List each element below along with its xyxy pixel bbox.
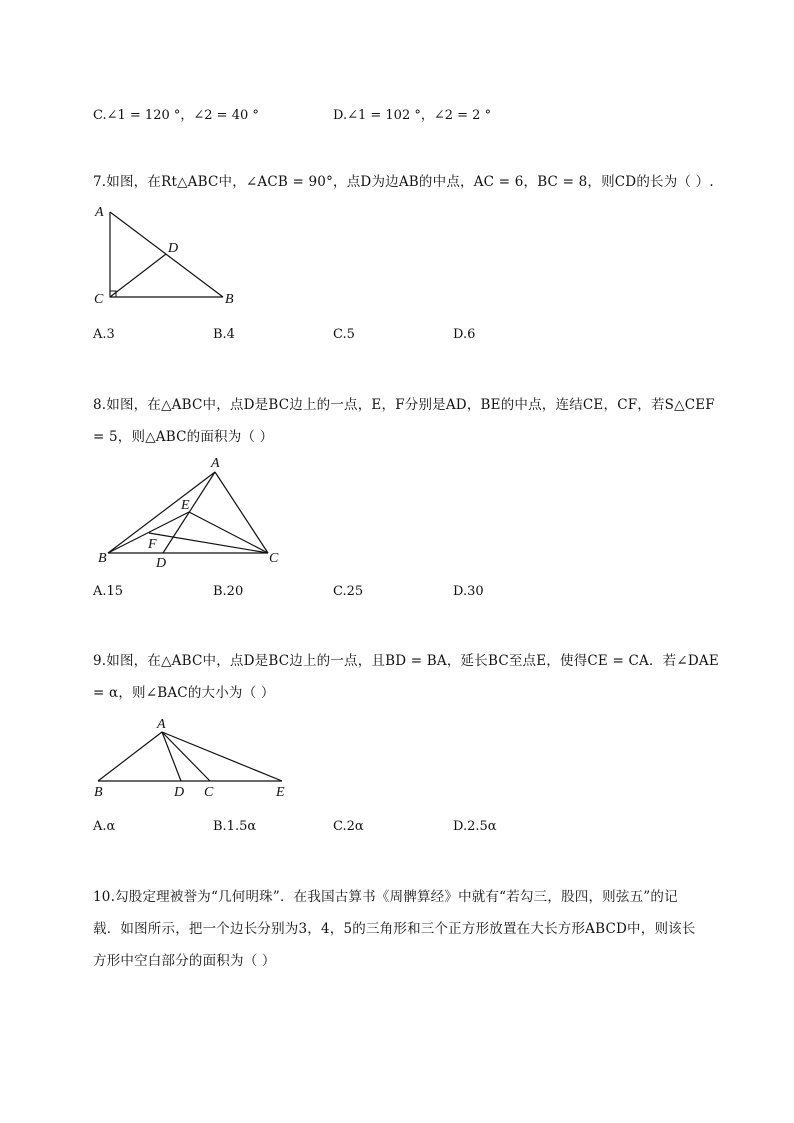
q9-label-a: A bbox=[157, 717, 166, 732]
q9-label-c: C bbox=[204, 785, 214, 800]
q7-label-a: A bbox=[95, 205, 104, 220]
q10-stem-line1: 10.勾股定理被誉为“几何明珠”．在我国古算书《周髀算经》中就有“若勾三，股四，则弦五”的记 bbox=[93, 889, 678, 905]
q9-figure bbox=[90, 713, 300, 803]
q9-stem-line2: = α，则∠BAC的大小为（ ） bbox=[93, 685, 275, 701]
q8-option-a: A.15 bbox=[93, 584, 124, 599]
q9-option-c: C.2α bbox=[333, 819, 364, 834]
q8-stem-line1: 8.如图，在△ABC中，点D是BC边上的一点，E，F分别是AD，BE的中点，连结CE，CF，若S△CEF bbox=[93, 397, 715, 413]
q7-figure bbox=[90, 200, 250, 310]
q7-label-c: C bbox=[94, 292, 104, 307]
q9-option-d: D.2.5α bbox=[453, 819, 497, 834]
q10-stem-line3: 方形中空白部分的面积为（ ） bbox=[93, 953, 276, 969]
q8-label-a: A bbox=[211, 456, 220, 471]
q9-stem-line1: 9.如图，在△ABC中，点D是BC边上的一点，且BD = BA，延长BC至点E，使得CE = CA．若∠DAE bbox=[93, 653, 719, 669]
q8-stem-line2: = 5，则△ABC的面积为（ ） bbox=[93, 429, 274, 445]
q7-option-c: C.5 bbox=[333, 327, 355, 342]
q8-label-c: C bbox=[269, 551, 279, 566]
q7-label-b: B bbox=[225, 292, 234, 307]
q8-figure bbox=[90, 452, 300, 572]
q8-option-b: B.20 bbox=[213, 584, 244, 599]
q7-stem: 7.如图，在Rt△ABC中，∠ACB = 90°，点D为边AB的中点，AC = 6，BC = 8，则CD的长为（ ）. bbox=[93, 174, 714, 190]
q10-stem-line2: 载．如图所示，把一个边长分别为3，4，5的三角形和三个正方形放置在大长方形ABCD中，则该长 bbox=[93, 921, 696, 937]
q9-label-b: B bbox=[94, 785, 103, 800]
q8-label-e: E bbox=[181, 498, 190, 513]
q7-label-d: D bbox=[168, 241, 179, 256]
q9-label-d: D bbox=[174, 785, 185, 800]
q8-label-f: F bbox=[148, 537, 157, 552]
q9-option-a: A.α bbox=[93, 819, 116, 834]
q8-option-c: C.25 bbox=[333, 584, 364, 599]
q7-option-b: B.4 bbox=[213, 327, 235, 342]
q9-option-b: B.1.5α bbox=[213, 819, 257, 834]
q7-option-d: D.6 bbox=[453, 327, 476, 342]
q9-label-e: E bbox=[276, 785, 285, 800]
q7-option-a: A.3 bbox=[93, 327, 115, 342]
q6-option-d: D.∠1 = 102 °，∠2 = 2 ° bbox=[333, 108, 492, 123]
q8-option-d: D.30 bbox=[453, 584, 484, 599]
q6-option-c: C.∠1 = 120 °，∠2 = 40 ° bbox=[93, 108, 259, 123]
q8-label-d: D bbox=[156, 556, 167, 571]
q8-label-b: B bbox=[98, 551, 107, 566]
